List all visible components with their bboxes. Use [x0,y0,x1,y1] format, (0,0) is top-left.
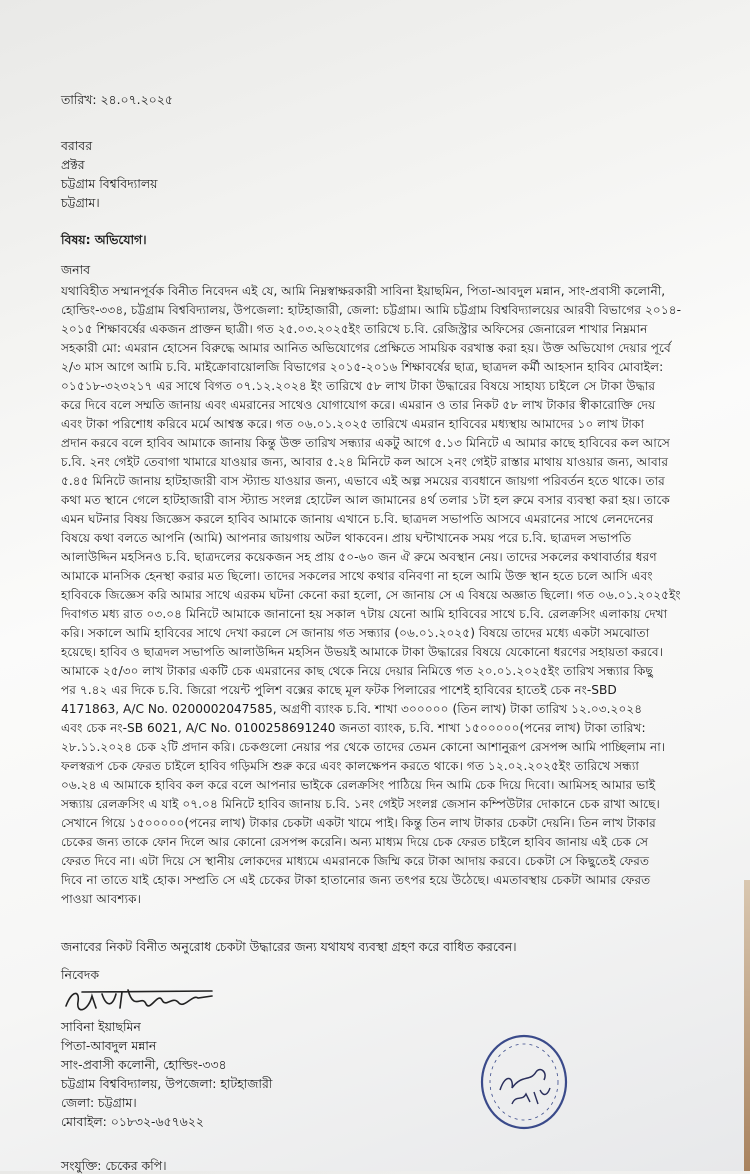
body-line: পাওয়া আবশ্যক। [61,892,141,906]
recipient-line: চট্টগ্রাম। [61,195,100,210]
body-line: সহকারী মো: এমরান হোসেন বিরুদ্ধে আমার আনিত অভিযোগের প্রেক্ষিতে সাময়িক বরখাস্ত করা হয়। উক্ত অভিযোগ দেয়ার পূর্বে [61,341,671,355]
recipient-line: বরাবর [61,138,93,153]
body-line: হাবিবকে জিজ্ঞেস করি আমার সাথে এরকম ঘটনা কেনো করা হলো, সে জানায় সে এ বিষয়ে অজ্ঞাত ছিলো। গত ০৬.০১.২০২৫ইং [61,588,681,602]
body-line: হয়েছে। হাবিব ও ছাত্রদল সভাপতি আলাউদ্দিন মহসিন উভয়ই আমাকে টাকা উদ্ধারের বিষয়ে যেকোনো ধরণের সহায়তা করবে। [61,645,664,659]
body-line: চেকের জন্য তাকে ফোন দিলে আর কোনো রেসপন্স করেনি। অন্য মাধ্যম দিয়ে চেক ফেরত চাইলে হাবিব জানায় এই চেক সে [61,835,649,849]
body-line: ২০১৫ শিক্ষাবর্ষের একজন প্রাক্তন ছাত্রী। গত ২৫.০৩.২০২৫ইং তারিখে চ.বি. রেজিস্ট্রার অফিসের জেনারেল শাখার নিম্নমান [61,322,648,336]
body-line: ০৬.২৪ এ আমাকে হাবিব কল করে বলে আপনার ভাইকে রেলক্রসিং পাঠিয়ে দিন আমি চেক দিয়ে দিবো। আমিসহ আমার ভাই [61,778,656,792]
sender-line: সাং-প্রবাসী কলোনী, হোল্ডিং-৩৩৪ [61,1057,227,1072]
body-line: পর ৭.৪২ এর দিকে চ.বি. জিরো পয়েন্ট পুলিশ বক্সের কাছে মূল ফটক পিলারের পাশেই হাবিবের হাতেই চেক নং-SBD [61,683,617,697]
body-line: যথাবিহীত সম্মানপূর্বক বিনীত নিবেদন এই যে, আমি নিম্নস্বাক্ষরকারী সাবিনা ইয়াছমিন, পিতা-আবদুল মন্নান, সাং-প্রবাসী কলোনী, [61,284,666,298]
sender-line: পিতা-আবদুল মন্নান [61,1038,157,1053]
sender-line: জেলা: চট্টগ্রাম। [61,1095,137,1110]
letter-date: তারিখ: ২৪.০৭.২০২৫ [61,92,173,107]
handwritten-signature [62,986,222,1020]
closing: নিবেদক [61,967,99,982]
sender-phone: মোবাইল: ০১৮৩২-৬৫৭৬২২ [61,1114,204,1129]
body-line: হোল্ডিং-৩৩৪, চট্টগ্রাম বিশ্ববিদ্যালয়, উপজেলা: হাটহাজারী, জেলা: চট্টগ্রাম। আমি চট্টগ্রাম বিশ্ববিদ্যালয়ের আরবী বিভাগের ২০১৪- [61,303,682,317]
request-line: জনাবের নিকট বিনীত অনুরোধ চেকটা উদ্ধারের জন্য যথাযথ ব্যবস্থা গ্রহণ করে বাধিত করবেন। [61,939,517,954]
recipient-line: প্রক্টর [61,157,85,172]
body-line: আমাকে ২৫/৩০ লাখ টাকার একটি চেক এমরানের কাছ থেকে নিয়ে দেয়ার নিমিত্তে গত ২০.০১.২০২৫ইং তারিখ সন্ধ্যার কিছু [61,664,653,678]
body-line: দিবে না তাতে যাই হোক। সম্প্রতি সে এই চেকের টাকা হাতানোর জন্য তৎপর হয়ে উঠেছে। এমতাবস্থায় চেকটা আমার ফেরত [61,873,651,887]
photo-edge [744,880,750,1171]
body-line: দিবাগত মধ্য রাত ০৩.০৪ মিনিটে আমাকে জানানো হয় সকাল ৭টায় যেনো আমি হাবিবের সাথে চ.বি. রেলক্রসিং এলাকায় দেখা [61,607,668,621]
body-line: সন্ধ্যায় রেলক্রসিং এ যাই ০৭.০৪ মিনিটে হাবিব জানায় চ.বি. ১নং গেইট সংলগ্ন জেসান কম্পিউটার দোকানে চেক রাখা আছে। [61,797,660,811]
body-line: প্রদান করবে বলে হাবিব আমাকে জানায় কিন্তু উক্ত তারিখ সন্ধ্যার একটু আগে ৫.১৩ মিনিটে এ আমার কাছে হাবিবের কল আসে [61,436,670,450]
body-line: ২৮.১১.২০২৪ চেক ২টি প্রদান করি। চেকগুলো নেয়ার পর থেকে তাদের তেমন কোনো আশানুরূপ রেসপন্স আমি পাচ্ছিলাম না। [61,740,666,754]
body-line: ফেরত দিবে না। এটা দিয়ে সে স্থানীয় লোকদের মাধ্যমে এমরানকে জিম্মি করে টাকা আদায় করবে। চেকটা সে কিছুতেই ফেরত [61,854,650,868]
body-line: আমাকে মানসিক হেনস্থা করার মত ছিলো। তাদের সকলের সাথে কথার বনিবণা না হলে আমি উক্ত স্থান হতে চলে আসি এবং [61,569,653,583]
salutation: জনাব [61,262,90,277]
body-line: এবং চেক নং-SB 6021, A/C No. 0100258691240 জনতা ব্যাংক, চ.বি. শাখা ১৫০০০০০(পনের লাখ) টাকা তারিখ: [61,721,646,735]
body-line: সেখানে গিয়ে ১৫০০০০০(পনের লাখ) টাকার চেকটা একটা খামে পাই। কিন্তু তিন লাখ টাকার চেকটা দেয়নি। তিন লাখ টাকার [61,816,656,830]
body-line: ৫.৪৫ মিনিটে জানায় হাটহাজারী বাস স্ট্যান্ড যাওয়ার জন্য, এভাবে এই অল্প সময়ের ব্যবধানে জায়গা পরিবর্তন হতে থাকে। তার [61,474,665,488]
body-line: করি। সকালে আমি হাবিবের সাথে দেখা করলে সে জানায় গত সন্ধ্যার (০৬.০১.২০২৫) বিষয়ে তাদের মধ্যে একটা সমঝোতা [61,626,650,640]
sender-line: চট্টগ্রাম বিশ্ববিদ্যালয়, উপজেলা: হাটহাজারী [61,1076,273,1091]
body-line: ফলস্বরূপ চেক ফেরত চাইলে হাবিব গড়িমসি শুরু করে এবং কালক্ষেপন করতে থাকে। গত ১২.০২.২০২৫ইং তারিখে সন্ধ্যা [61,759,639,773]
body-line: বিষয়ে কথা বলতে আপনি (আমি) আপনার জায়গায় অটল থাকবেন। প্রায় ঘন্টাখানেক সময় পরে চ.বি. ছাত্রদল সভাপতি [61,531,632,545]
body-line: এবং টাকা পরিশোধ করিবে মর্মে আশ্বস্ত করে। গত ০৬.০১.২০২৫ তারিখে এমরান হাবিবের মধ্যস্থায় আমাদের ১০ লাখ টাকা [61,417,644,431]
letter-subject: বিষয়: অভিযোগ। [61,232,147,247]
sender-line: সাবিনা ইয়াছমিন [61,1019,141,1034]
body-line: চ.বি. ২নং গেইট তেবাগা খামারে যাওয়ার জন্য, আবার ৫.২৪ মিনিটে কল আসে ২নং গেইট রাস্তার মাথায় যাওয়ার জন্য, আবার [61,455,669,469]
attachment-note: সংযুক্তি: চেকের কপি। [61,1158,167,1173]
body-line: করে দিবে বলে সম্মতি জানায় এবং এমরানের সাথেও যোগাযোগ করে। এমরান ও তার নিকট ৫৮ লাখ টাকার স্বীকারোক্তি দেয় [61,398,656,412]
body-line: ২/৩ মাস আগে আমি চ.বি. মাইক্রোবায়োলজি বিভাগের ২০১৫-২০১৬ শিক্ষাবর্ষের ছাত্র, ছাত্রদল কর্মী আহসান হাবিব মোবাইল: [61,360,664,374]
body-line: ০১৫১৮-৩২৩২১৭ এর সাথে বিগত ০৭.১২.২০২৪ ইং তারিখে ৫৮ লাখ টাকা উদ্ধারের বিষয়ে সাহায্য চাইলে সে টাকা উদ্ধার [61,379,656,393]
body-line: এমন ঘটনার বিষয় জিজ্ঞেস করলে হাবিব আমাকে জানায় এখানে চ.বি. ছাত্রদল সভাপতি আসবে এমরানের সাথে লেনদেনের [61,512,654,526]
body-line: 4171863, A/C No. 0200002047585, অগ্রণী ব্যাংক চ.বি. শাখা ৩০০০০০ (তিন লাখ) টাকা তারিখ ১২.০৩.২০২৪ [61,702,643,716]
body-line: কথা মত স্থানে গেলে হাটহাজারী বাস স্ট্যান্ড সংলগ্ন হোটেল আল জামানের ৪র্থ তলার ১টা হল রুমে বসার ব্যবস্থা করা হয়। তাকে [61,493,670,507]
official-seal-stamp [478,1032,570,1136]
body-line: আলাউদ্দিন মহসিনও চ.বি. ছাত্রদলের কয়েকজন সহ প্রায় ৫০-৬০ জন ঐ রুমে অবস্থান নেয়। তাদের সকলের কথাবার্তার ধরণ [61,550,657,564]
recipient-line: চট্টগ্রাম বিশ্ববিদ্যালয় [61,176,158,191]
